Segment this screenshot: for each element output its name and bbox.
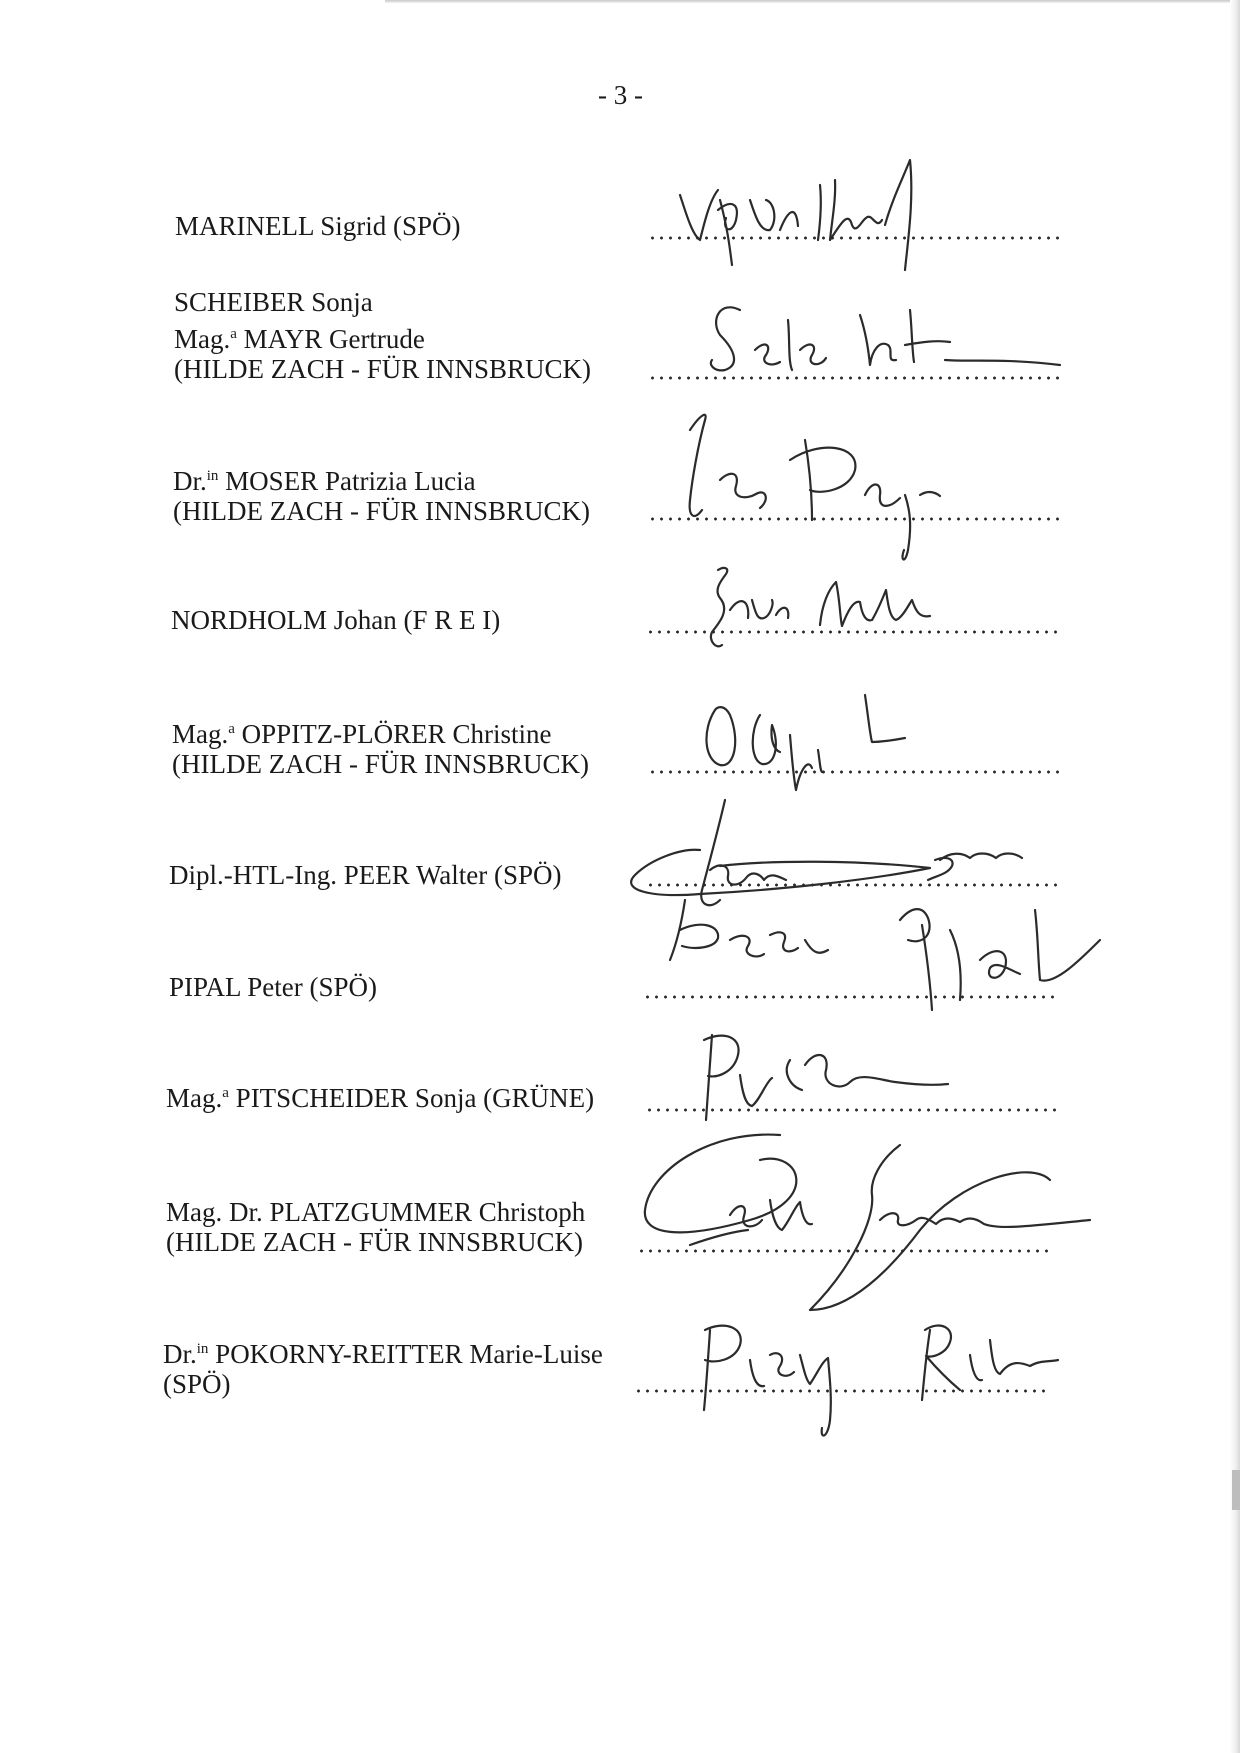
signatory-party: (HILDE ZACH - FÜR INNSBRUCK) <box>174 354 591 384</box>
signatory-oppitz-ploerer <box>172 719 589 779</box>
signatory-name: Mag.$^a$ PITSCHEIDER Sonja (GRÜNE) <box>166 1083 595 1113</box>
signatory-name: PIPAL Peter (SPÖ) <box>169 972 378 1002</box>
signatory-name: Dr.$^{in}$ POKORNY-REITTER Marie-Luise <box>163 1339 603 1369</box>
signatory-name: NORDHOLM Johan (F R E I) <box>171 605 501 635</box>
signatory-party: (HILDE ZACH - FÜR INNSBRUCK) <box>166 1227 583 1257</box>
signatory-pipal <box>169 972 377 1002</box>
signatory-name-line2: Mag.$^a$ MAYR Gertrude <box>174 324 425 354</box>
signatory-name: SCHEIBER Sonja <box>174 287 373 317</box>
signatory-nordholm <box>171 605 500 635</box>
signature-moser <box>660 400 990 570</box>
signatory-name: Dr.$^{in}$ MOSER Patrizia Lucia <box>173 466 476 496</box>
signatory-peer <box>169 860 562 890</box>
signatory-name: Mag.$^a$ OPPITZ-PLÖRER Christine <box>172 719 552 749</box>
signatory-pokorny-reitter <box>163 1339 603 1399</box>
signature-pipal <box>660 890 1130 1040</box>
signatory-name: Mag. Dr. PLATZGUMMER Christoph <box>166 1197 586 1227</box>
signature-pokorny-reitter <box>680 1300 1080 1450</box>
signatory-name: MARINELL Sigrid (SPÖ) <box>175 211 461 241</box>
scan-edge-mark <box>1232 1470 1240 1510</box>
signature-scheiber-mayr <box>700 290 1100 400</box>
signatory-party: (HILDE ZACH - FÜR INNSBRUCK) <box>173 496 590 526</box>
signatory-moser <box>173 466 590 526</box>
signatory-scheiber-mayr <box>174 287 591 384</box>
signatory-party: (SPÖ) <box>163 1369 231 1399</box>
signatory-party: (HILDE ZACH - FÜR INNSBRUCK) <box>172 749 589 779</box>
signature-marinell <box>670 140 970 280</box>
signatory-pitscheider <box>166 1083 594 1113</box>
signatory-name: Dipl.-HTL-Ing. PEER Walter (SPÖ) <box>169 860 562 890</box>
signature-nordholm <box>690 560 1000 680</box>
signatory-platzgummer <box>166 1197 585 1257</box>
signatory-marinell <box>175 211 461 241</box>
scan-edge-top <box>385 0 1240 3</box>
page-number: - 3 - <box>598 80 643 110</box>
